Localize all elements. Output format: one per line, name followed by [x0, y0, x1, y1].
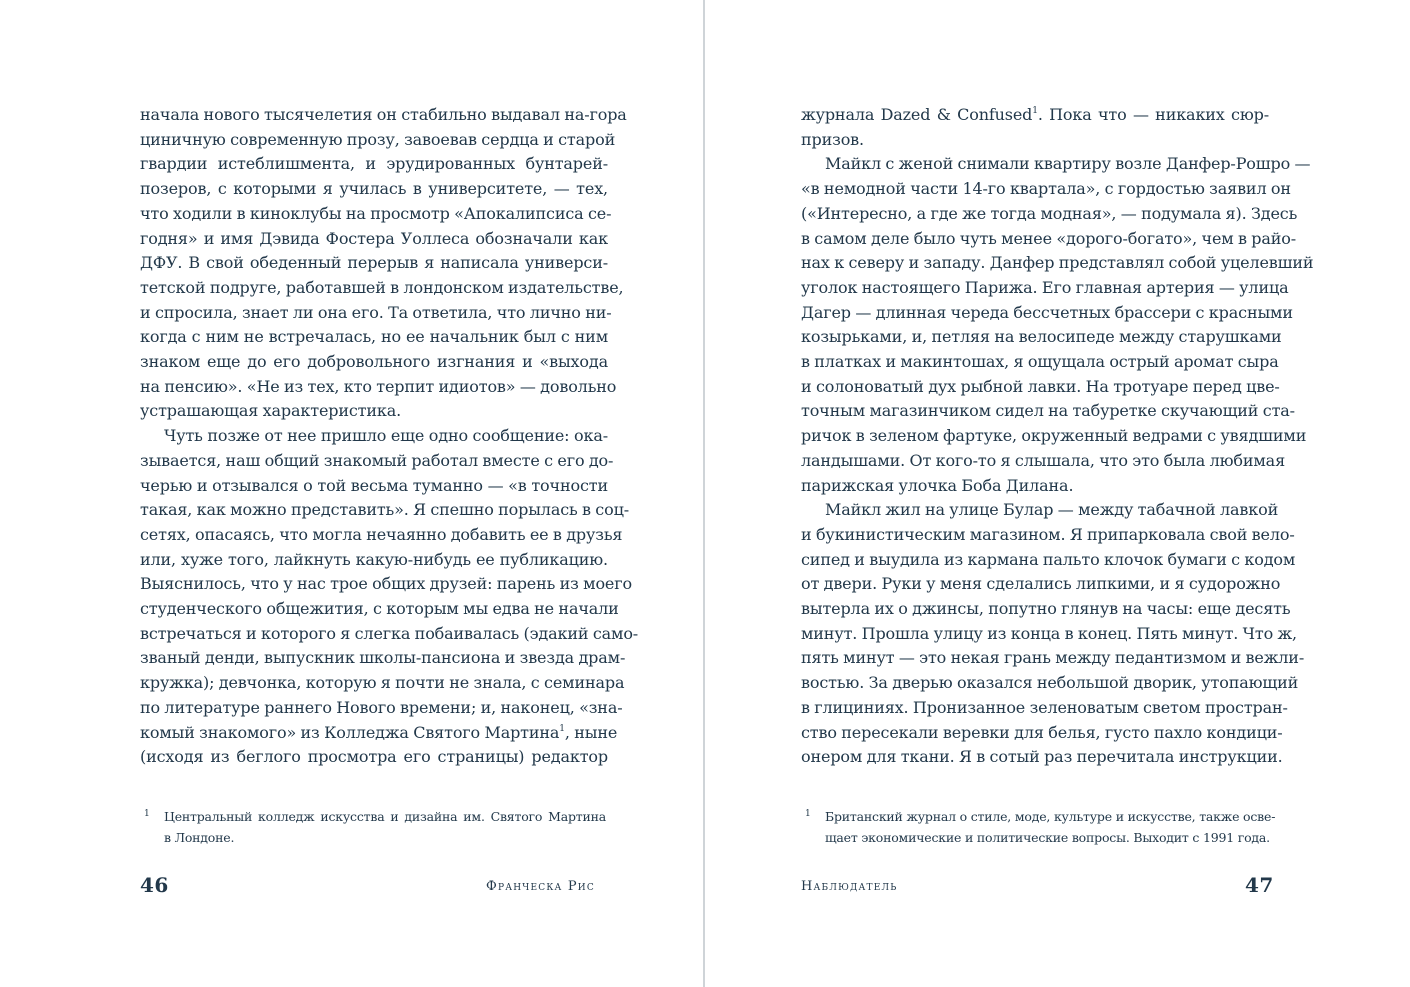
footnote-reference[interactable]: 1	[1032, 106, 1038, 116]
text-line: или, хуже того, лайкнуть какую-нибудь ее публикацию.	[140, 549, 608, 569]
running-head-author: Франческа Рис	[486, 879, 595, 894]
text-line: парижская улочка Боба Дилана.	[801, 475, 1074, 495]
right-page	[705, 0, 1410, 987]
text-line: Майкл с женой снимали квартиру возле Данфер-Рошро —	[825, 154, 1311, 174]
text-line: что ходили в киноклубы на просмотр «Апокалипсиса се-	[140, 203, 612, 223]
text-line: сипед и выудила из кармана пальто клочок бумаги с кодом	[801, 549, 1296, 569]
running-head-title: Наблюдатель	[801, 879, 898, 894]
text-line: сетях, опасаясь, что могла нечаянно добавить ее в друзья	[140, 524, 623, 544]
text-line: годня» и имя Дэвида Фостера Уоллеса обозначали как	[140, 228, 608, 248]
text-line: Майкл жил на улице Булар — между табачной лавкой	[825, 500, 1279, 520]
text-line: и спросила, знает ли она его. Та ответила, что лично ни-	[140, 302, 612, 322]
text-line: студенческого общежития, с которым мы едва не начали	[140, 599, 619, 619]
footnote-line: Центральный колледж искусства и дизайна им. Святого Мартина	[164, 809, 606, 824]
text-line-with-footnote	[801, 103, 1269, 128]
text-line: встречаться и которого я слегка побаивалась (эдакий само-	[140, 623, 639, 643]
text-line: востью. За дверью оказался небольшой дворик, утопающий	[801, 673, 1299, 693]
text-line: Выяснилось, что у нас трое общих друзей: парень из моего	[140, 574, 632, 594]
text-line: от двери. Руки у меня сделались липкими, и я судорожно	[801, 574, 1281, 594]
text-line: черью и отзывался о той весьма туманно — «в точности	[140, 475, 608, 495]
text-line: кружка); девчонка, которую я почти не знала, с семинара	[140, 673, 625, 693]
text-line: циничную современную прозу, завоевав сердца и старой	[140, 129, 616, 149]
text-segment: . Пока что — никаких сюр-	[1037, 105, 1269, 124]
text-line-with-footnote	[140, 721, 618, 746]
left-footnote	[140, 806, 606, 848]
text-segment: , ныне	[564, 722, 618, 742]
text-line: уголок настоящего Парижа. Его главная артерия — улица	[801, 277, 1289, 297]
text-line: и букинистическим магазином. Я припарковала свой вело-	[801, 524, 1295, 544]
text-line: в глициниях. Пронизанное зеленоватым светом простран-	[801, 697, 1288, 717]
text-line: на пенсию». «Не из тех, кто терпит идиотов» — довольно	[140, 376, 617, 396]
right-body-text	[801, 103, 1314, 770]
footnote-line: Британский журнал о стиле, моде, культуре и искусстве, также осве-	[825, 809, 1276, 824]
text-line: (исходя из беглого просмотра его страницы) редактор	[140, 747, 608, 767]
text-line: Дагер — длинная череда бессчетных брассери с красными	[801, 302, 1293, 322]
text-line: начала нового тысячелетия он стабильно выдавал на-гора	[140, 105, 627, 124]
text-line: пять минут — это некая грань между педантизмом и вежли-	[801, 648, 1305, 668]
footnote-reference[interactable]: 1	[559, 723, 565, 734]
text-line: гвардии истеблишмента, и эрудированных бунтарей-	[140, 154, 608, 174]
page-number: 47	[1245, 873, 1274, 897]
text-line: минут. Прошла улицу из конца в конец. Пять минут. Что ж,	[801, 623, 1297, 643]
page-number: 46	[140, 873, 169, 897]
text-line: зывается, наш общий знакомый работал вместе с его до-	[140, 450, 614, 470]
text-line: тетской подруге, работавшей в лондонском издательстве,	[140, 277, 624, 297]
text-line: точным магазинчиком сидел на табуретке скучающий ста-	[801, 401, 1295, 421]
footnote-mark: 1	[805, 809, 811, 819]
text-segment: журнала Dazed & Confused	[801, 105, 1033, 124]
text-line: такая, как можно представить». Я спешно порылась в соц-	[140, 500, 630, 520]
text-line: ландышами. От кого-то я слышала, что это была любимая	[801, 450, 1286, 470]
text-line: ство пересекали веревки для белья, густо пахло кондици-	[801, 722, 1283, 742]
left-body-text	[140, 103, 639, 770]
text-line: по литературе раннего Нового времени; и, наконец, «зна-	[140, 697, 623, 717]
text-line: знаком еще до его добровольного изгнания и «выхода	[140, 352, 608, 372]
text-line: вытерла их о джинсы, попутно глянув на часы: еще десять	[801, 599, 1291, 619]
footnote-mark: 1	[144, 809, 150, 819]
text-line: Чуть позже от нее пришло еще одно сообщение: ока-	[164, 426, 608, 446]
text-line: ричок в зеленом фартуке, окруженный ведрами с увядшими	[801, 426, 1307, 446]
text-line: онером для ткани. Я в сотый раз перечитала инструкции.	[801, 747, 1283, 767]
text-line: когда с ним не встречалась, но ее начальник был с ним	[140, 327, 608, 347]
text-segment: комый знакомого» из Колледжа Святого Мартина	[140, 722, 560, 742]
text-line: позеров, с которыми я училась в университете, — тех,	[140, 179, 608, 199]
footnote-line: щает экономические и политические вопросы. Выходит с 1991 года.	[825, 830, 1270, 845]
text-line: в платках и макинтошах, я ощущала острый аромат сыра	[801, 352, 1279, 372]
text-line: козырьками, и, петляя на велосипеде между старушками	[801, 327, 1282, 347]
right-footnote	[801, 806, 1276, 848]
text-line: устрашающая характеристика.	[140, 401, 402, 421]
text-line: в самом деле было чуть менее «дорого-богато», чем в райо-	[801, 228, 1297, 248]
text-line: призов.	[801, 129, 864, 149]
text-line: («Интересно, а где же тогда модная», — подумала я). Здесь	[801, 203, 1298, 223]
text-line: званый денди, выпускник школы-пансиона и звезда драм-	[140, 648, 626, 668]
footnote-line: в Лондоне.	[164, 830, 235, 845]
text-line: «в немодной части 14-го квартала», с гордостью заявил он	[801, 179, 1291, 199]
text-line: и солоноватый дух рыбной лавки. На тротуаре перед цве-	[801, 376, 1280, 396]
text-line: нах к северу и западу. Данфер представлял собой уцелевший	[801, 253, 1314, 273]
text-line: ДФУ. В свой обеденный перерыв я написала универси-	[140, 253, 608, 273]
